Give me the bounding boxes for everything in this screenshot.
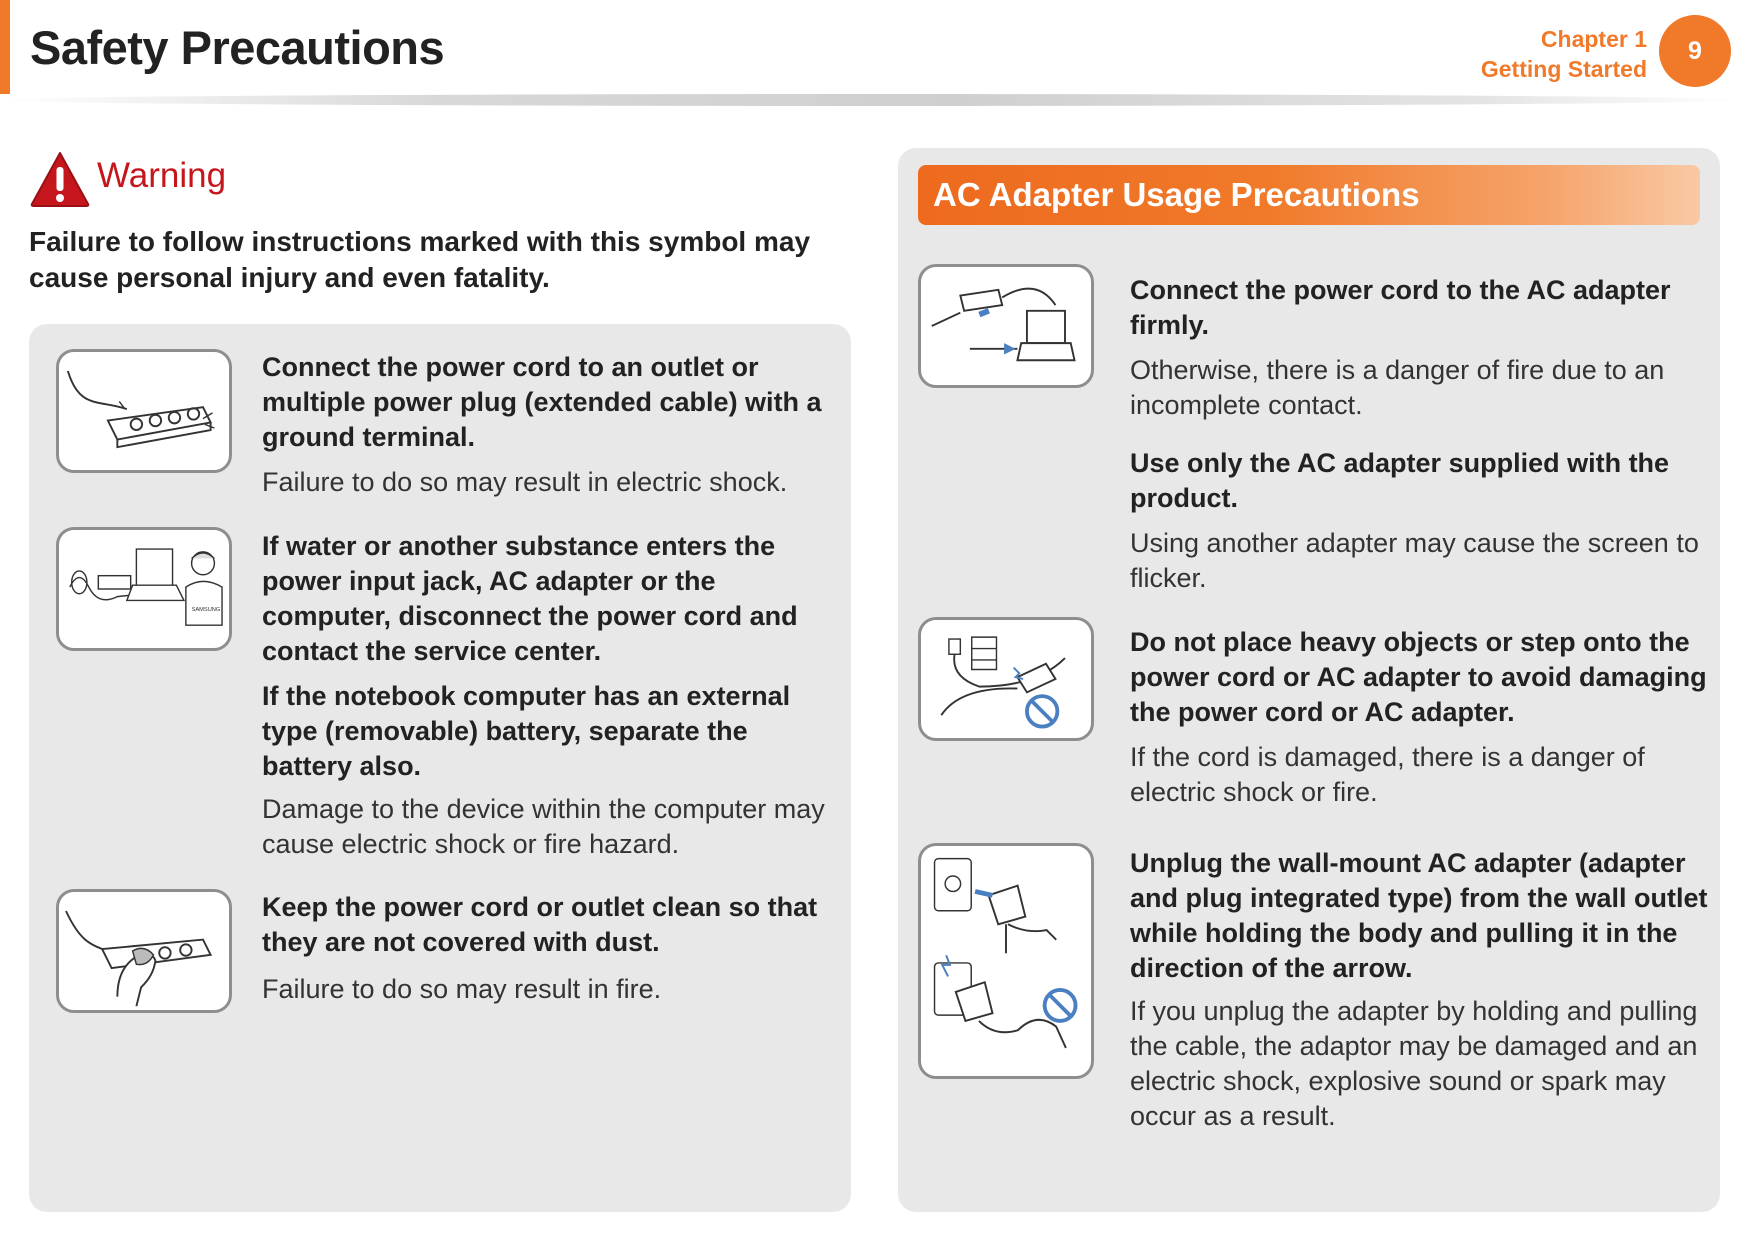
chapter-number: Chapter 1 xyxy=(1540,26,1647,52)
left-item-3-body: Failure to do so may result in fire. xyxy=(262,974,662,1004)
left-item-2-title-battery: If the notebook computer has an external type (removable) battery, separate the battery also. xyxy=(262,681,791,781)
warning-triangle-icon xyxy=(29,150,91,208)
damaged-cord-illustration xyxy=(918,617,1094,741)
left-item-3-title: Keep the power cord or outlet clean so that they are not covered with dust. xyxy=(262,892,818,957)
ac-adapter-section-header: AC Adapter Usage Precautions xyxy=(918,165,1700,225)
left-item-2-title: If water or another substance enters the power input jack, AC adapter or the computer, disconnect the power cord and contact the service center. xyxy=(262,531,798,666)
ac-item-4-body: If you unplug the adapter by holding and pulling the cable, the adaptor may be damaged and an electric shock, explosive sound or spark may occur as a result. xyxy=(1130,996,1698,1131)
left-item-1-body: Failure to do so may result in electric shock. xyxy=(262,467,788,497)
warning-description: Failure to follow instructions marked with this symbol may cause personal injury and even fatality. xyxy=(29,226,811,293)
svg-text:SAMSUNG: SAMSUNG xyxy=(191,606,221,613)
ac-item-4-title: Unplug the wall-mount AC adapter (adapter and plug integrated type) from the wall outlet while holding the body and pulling it in the direction of the arrow. xyxy=(1130,848,1708,983)
ac-item-1-title: Connect the power cord to the AC adapter firmly. xyxy=(1130,275,1671,340)
ac-item-1-body: Otherwise, there is a danger of fire due to an incomplete contact. xyxy=(1130,355,1665,420)
page-title: Safety Precautions xyxy=(30,21,445,74)
left-item-1-title: Connect the power cord to an outlet or multiple power plug (extended cable) with a ground terminal. xyxy=(262,352,822,452)
header-accent-bar xyxy=(0,0,10,94)
header-divider xyxy=(0,94,1740,106)
chapter-label xyxy=(1481,24,1647,84)
page-number-badge: 9 xyxy=(1659,15,1731,87)
ac-item-2-title: Use only the AC adapter supplied with the product. xyxy=(1130,448,1670,513)
ac-item-3-body: If the cord is damaged, there is a danger of electric shock or fire. xyxy=(1130,742,1645,807)
power-strip-illustration xyxy=(56,349,232,473)
cleaning-cord-illustration xyxy=(56,889,232,1013)
left-item-2-body: Damage to the device within the computer may cause electric shock or fire hazard. xyxy=(262,794,825,859)
adapter-connection-illustration xyxy=(918,264,1094,388)
ac-item-3-title: Do not place heavy objects or step onto the power cord or AC adapter to avoid damaging the power cord or AC adapter. xyxy=(1130,627,1707,727)
chapter-title: Getting Started xyxy=(1480,56,1647,82)
water-spill-service-illustration xyxy=(56,527,232,651)
unplug-adapter-illustration xyxy=(918,843,1094,1079)
warning-title: Warning xyxy=(97,156,227,195)
ac-item-2-body: Using another adapter may cause the screen to flicker. xyxy=(1130,528,1699,593)
